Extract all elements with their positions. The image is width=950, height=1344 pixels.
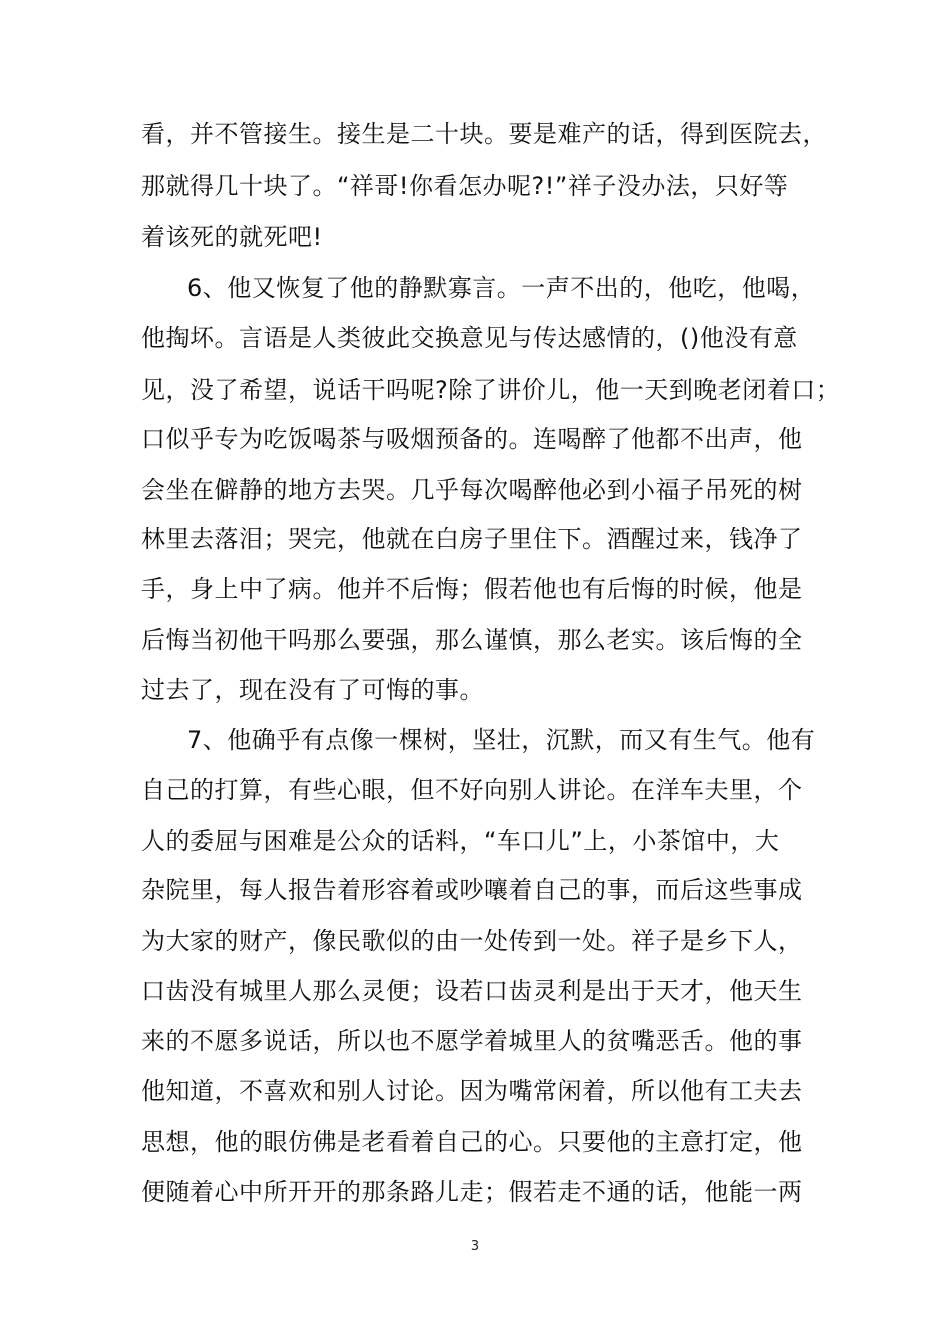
text-line: 思想，他的眼仿佛是老看着自己的心。只要他的主意打定，他 [141,1128,803,1156]
text-line: 看，并不管接生。接生是二十块。要是难产的话，得到医院去， [141,120,827,148]
text-line: 后悔当初他干吗那么要强，那么谨慎，那么老实。该后悔的全 [141,626,803,654]
paragraph-start-line: 6、他又恢复了他的静默寡言。一声不出的，他吃，他喝， [187,274,816,302]
text-line: 手，身上中了病。他并不后悔；假若他也有后悔的时候，他是 [141,575,803,603]
text-line: 杂院里，每人报告着形容着或吵嚷着自己的事，而后这些事成 [141,876,803,904]
text-line: 为大家的财产，像民歌似的由一处传到一处。祥子是乡下人， [141,927,803,955]
text-line: 便随着心中所开开的那条路儿走；假若走不通的话，他能一两 [141,1178,803,1206]
text-line: 林里去落泪；哭完，他就在白房子里住下。酒醒过来，钱净了 [141,525,803,553]
text-line: 过去了，现在没有了可悔的事。 [141,676,484,704]
text-line: 自己的打算，有些心眼，但不好向别人讲论。在洋车夫里，个 [141,776,803,804]
text-line: 口齿没有城里人那么灵便；设若口齿灵利是出于天才，他天生 [141,977,803,1005]
text-line: 会坐在僻静的地方去哭。几乎每次喝醉他必到小福子吊死的树 [141,476,803,504]
text-line: 口似乎专为吃饭喝茶与吸烟预备的。连喝醉了他都不出声，他 [141,425,803,453]
text-line: 那就得几十块了。“祥哥!你看怎办呢?!”祥子没办法，只好等 [141,172,789,200]
text-line: 来的不愿多说话，所以也不愿学着城里人的贫嘴恶舌。他的事 [141,1027,803,1055]
text-line: 着该死的就死吧! [141,223,323,251]
text-line: 他知道，不喜欢和别人讨论。因为嘴常闲着，所以他有工夫去 [141,1077,803,1105]
text-line: 见，没了希望，说话干吗呢?除了讲价儿，他一天到晚老闭着口； [141,376,841,404]
page-number: 3 [470,1239,480,1254]
text-line: 他掏坏。言语是人类彼此交换意见与传达感情的，()他没有意 [141,324,798,352]
paragraph-start-line: 7、他确乎有点像一棵树，坚壮，沉默，而又有生气。他有 [187,726,816,754]
text-line: 人的委屈与困难是公众的话料，“车口儿”上，小茶馆中，大 [141,827,780,855]
